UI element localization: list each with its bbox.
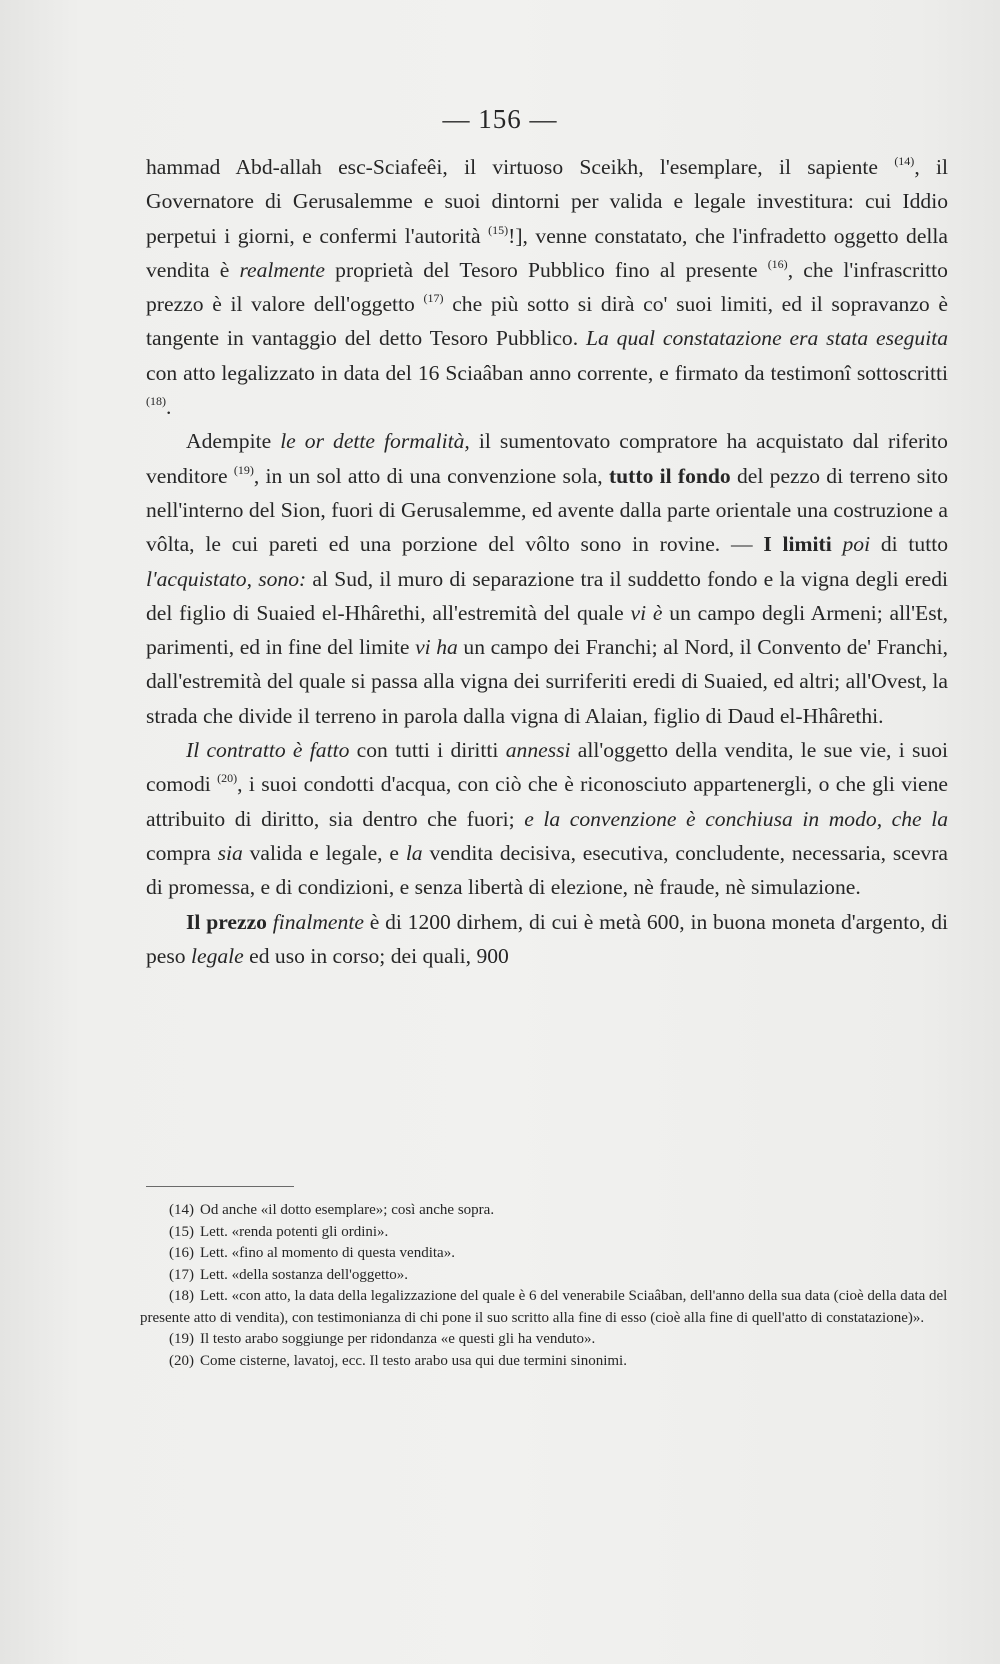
page-number: — 156 — — [442, 104, 558, 134]
footnote-ref-14[interactable]: (14) — [894, 154, 915, 168]
text-span: Adempite — [186, 429, 281, 454]
text-span: . — [166, 395, 172, 420]
text-span: all'oggetto della vendita, le sue vie, i suoi comodi — [146, 738, 949, 797]
footnote-number: (18) — [169, 1288, 194, 1304]
text-span: valida e legale, e — [242, 840, 406, 865]
text-span: il sumentovato compratore ha acquistato dal riferito venditore — [146, 429, 948, 488]
text-span: di tutto — [870, 532, 949, 557]
text-span: un campo dei Franchi; al Nord, il Convento de' Franchi, dall'estremità del quale si passa alla vigna dei surriferiti eredi di Suaied, ed altri; all'Ovest, la strada che divide il terreno in parola dalla vigna di Alaian, figlio di Daud el-Hhârethi. — [146, 635, 948, 728]
footnote-text: Lett. «renda potenti gli ordini». — [200, 1223, 389, 1240]
footnote-number: (20) — [169, 1352, 194, 1369]
footnote-ref-19[interactable]: (19) — [233, 462, 254, 477]
italic-span: vi ha — [415, 635, 458, 660]
text-span: !], venne constatato, che l'infradetto oggetto della vendita è — [146, 223, 948, 282]
footnote-number: (19) — [169, 1331, 194, 1347]
footnote-text: Come cisterne, lavatoj, ecc. Il testo arabo usa qui due termini sinonimi. — [200, 1352, 627, 1369]
bold-span: tutto il fondo — [608, 463, 731, 488]
paragraph-1 — [146, 150, 948, 424]
footnote-text: Lett. «della sostanza dell'oggetto». — [200, 1266, 409, 1283]
footnote-text: Il testo arabo soggiunge per ridondanza «e questi gli ha venduto». — [200, 1331, 596, 1347]
italic-span: finalmente — [272, 909, 364, 934]
text-span: proprietà del Tesoro Pubblico fino al presente — [325, 257, 768, 282]
text-span: , i suoi condotti d'acqua, con ciò che è riconosciuto appartenergli, o che gli viene attribuito di diritto, sia dentro che fuori; — [146, 772, 948, 831]
footnote-15 — [140, 1222, 948, 1244]
footnote-text: Lett. «con atto, la data della legalizzazione del quale è 6 del venerabile Sciaâban, dell'anno della sua data (cioè della data del presente atto di vendita), con testimonianza di chi pone il suo scritto alla fine di esso (cioè alla fine di quell'atto di constatazione)». — [140, 1288, 948, 1326]
footnote-ref-18[interactable]: (18) — [146, 394, 166, 409]
footnote-text: Lett. «fino al momento di questa vendita». — [200, 1245, 455, 1261]
text-span: che più sotto si dirà co' suoi limiti, ed il sopravanzo è tangente in vantaggio del detto Tesoro Pubblico. — [146, 292, 948, 351]
italic-span: annessi — [505, 738, 571, 763]
footnote-ref-16[interactable]: (16) — [767, 256, 788, 271]
text-span: , in un sol atto di una convenzione sola, — [253, 463, 609, 488]
italic-span: la — [405, 840, 423, 865]
italic-span: e la convenzione è conchiusa in modo, che la — [524, 806, 948, 831]
text-span: un campo degli Armeni; all'Est, parimenti, ed in fine del limite — [146, 600, 948, 660]
footnote-ref-15[interactable]: (15) — [488, 222, 509, 237]
italic-span: poi — [842, 532, 871, 557]
text-span: , il Governatore di Gerusalemme e suoi dintorni per valida e legale investitura: cui Iddio perpetui i giorni, e confermi l'autorità — [146, 155, 948, 248]
footnote-number: (14) — [169, 1202, 194, 1218]
italic-span: sia — [217, 840, 243, 865]
body-text — [146, 150, 948, 973]
text-span: , che l'infrascritto prezzo è il valore dell'oggetto — [146, 257, 948, 317]
footnote-ref-17[interactable]: (17) — [423, 291, 444, 306]
footnote-number: (16) — [169, 1245, 194, 1261]
footnote-number: (17) — [169, 1266, 194, 1283]
italic-span: le or dette formalità, — [280, 429, 470, 454]
footnote-ref-20[interactable]: (20) — [217, 771, 238, 786]
bold-span: I limiti — [763, 532, 832, 557]
italic-span: La qual constatazione era stata eseguita — [585, 326, 948, 351]
footnote-18 — [140, 1286, 948, 1329]
text-span: al Sud, il muro di separazione tra il suddetto fondo e la vigna degli eredi del figlio di Suaied el-Hhârethi, all'estremità del quale — [146, 566, 948, 625]
text-span: del pezzo di terreno sito nell'interno del Sion, fuori di Gerusalemme, ed avente dalla parte orientale una costruzione a vôlta, le cui pareti ed una porzione del vôlto sono in rovine. — — [146, 463, 948, 557]
paragraph-2 — [146, 424, 948, 733]
italic-span: vi è — [630, 600, 663, 625]
footnote-19 — [140, 1329, 948, 1351]
footnote-17 — [140, 1265, 948, 1287]
paragraph-3 — [146, 733, 948, 904]
text-span: compra — [146, 840, 218, 865]
text-span: hammad Abd-allah esc-Sciafeêi, il virtuoso Sceikh, l'esemplare, il sapiente — [146, 155, 895, 179]
footnote-text: Od anche «il dotto esemplare»; così anche sopra. — [200, 1202, 495, 1218]
footnote-number: (15) — [169, 1223, 194, 1240]
text-span — [832, 532, 843, 556]
italic-span: Il contratto è fatto — [186, 738, 350, 763]
text-span: vendita decisiva, esecutiva, concludente, necessaria, scevra di promessa, e di condizioni, e senza libertà di elezione, nè fraude, nè simulazione. — [146, 840, 948, 900]
paragraph-4 — [146, 905, 948, 974]
text-span: è di 1200 dirhem, di cui è metà 600, in buona moneta d'argento, di peso — [146, 909, 948, 968]
footnotes — [140, 1200, 948, 1372]
footnote-20 — [140, 1351, 948, 1373]
italic-span: realmente — [239, 257, 325, 282]
italic-span: legale — [190, 943, 244, 968]
text-span: con atto legalizzato in data del 16 Sciaâban anno corrente, e firmato da testimonî sottoscritti — [146, 360, 948, 385]
footnote-16 — [140, 1243, 948, 1265]
footnote-divider — [146, 1186, 294, 1187]
italic-span: l'acquistato, sono: — [146, 566, 307, 591]
text-span: ed uso in corso; dei quali, 900 — [243, 943, 509, 968]
text-span: con tutti i diritti — [349, 738, 506, 763]
footnote-14 — [140, 1200, 948, 1222]
bold-span: Il prezzo — [186, 909, 267, 934]
